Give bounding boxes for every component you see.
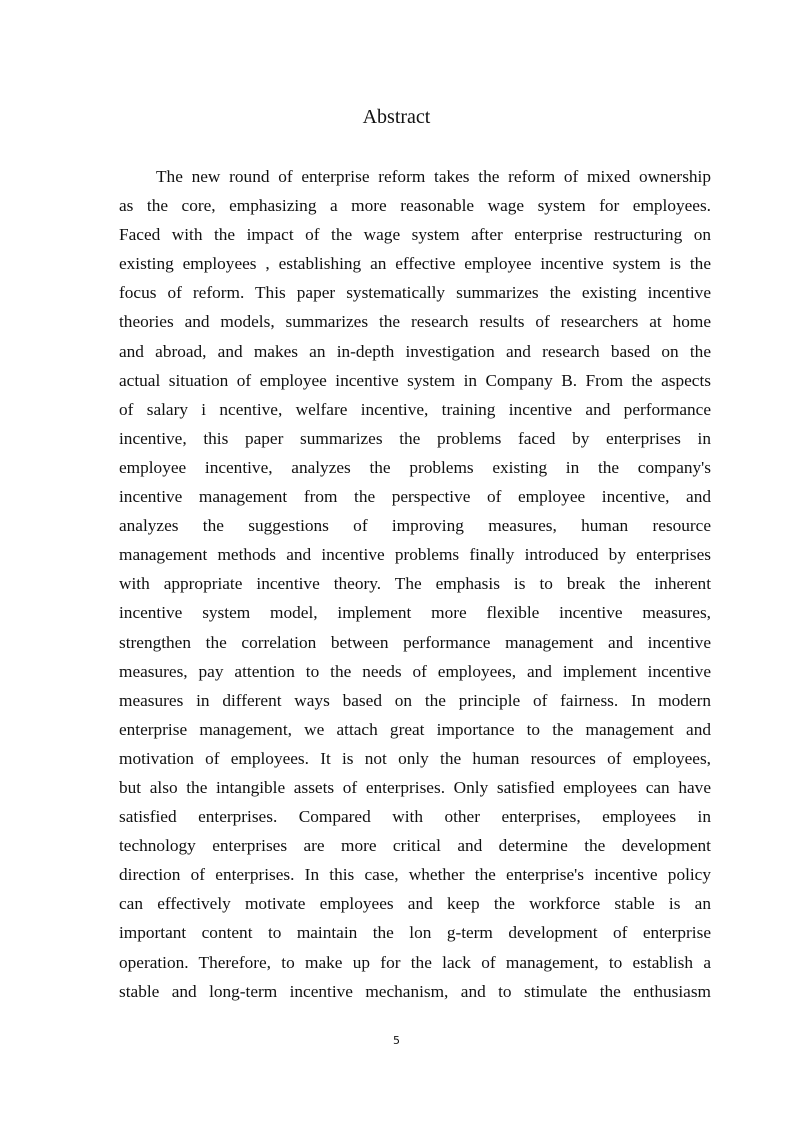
body-line: but also the intangible assets of enterprises. Only satisfied employees can have [119, 777, 711, 797]
body-line: The new round of enterprise reform takes the reform of mixed ownership [156, 167, 711, 186]
body-line: incentive management from the perspective of employee incentive, and [119, 487, 711, 507]
body-line: important content to maintain the lon g-term development of enterprise [119, 923, 711, 943]
body-line: employee incentive, analyzes the problems existing in the company's [119, 457, 711, 477]
body-line: can effectively motivate employees and keep the workforce stable is an [119, 894, 711, 914]
body-line: strengthen the correlation between performance management and incentive [119, 632, 711, 652]
body-line: stable and long-term incentive mechanism, and to stimulate the enthusiasm [119, 981, 711, 1001]
body-line: technology enterprises are more critical and determine the development [119, 836, 711, 856]
body-line: of salary i ncentive, welfare incentive, training incentive and performance [119, 399, 711, 419]
body-line: management methods and incentive problems finally introduced by enterprises [119, 545, 711, 565]
abstract-body [119, 162, 711, 1006]
body-line: with appropriate incentive theory. The emphasis is to break the inherent [119, 574, 711, 594]
body-line: Faced with the impact of the wage system after enterprise restructuring on [119, 225, 711, 245]
body-line: as the core, emphasizing a more reasonable wage system for employees. [119, 196, 711, 216]
body-line: actual situation of employee incentive system in Company B. From the aspects [119, 370, 711, 390]
page-number: 5 [393, 1034, 400, 1047]
body-line: focus of reform. This paper systematically summarizes the existing incentive [119, 283, 711, 303]
body-line: analyzes the suggestions of improving measures, human resource [119, 516, 711, 536]
body-line: and abroad, and makes an in-depth investigation and research based on the [119, 341, 711, 361]
body-line: measures, pay attention to the needs of employees, and implement incentive [119, 661, 711, 681]
body-line: theories and models, summarizes the research results of researchers at home [119, 312, 711, 332]
body-line: motivation of employees. It is not only the human resources of employees, [119, 748, 711, 768]
body-line: measures in different ways based on the principle of fairness. In modern [119, 690, 711, 710]
body-line: enterprise management, we attach great importance to the management and [119, 719, 711, 739]
body-line: incentive, this paper summarizes the problems faced by enterprises in [119, 428, 711, 448]
body-line: satisfied enterprises. Compared with other enterprises, employees in [119, 807, 711, 827]
abstract-title: Abstract [362, 106, 431, 128]
body-line: incentive system model, implement more flexible incentive measures, [119, 603, 711, 623]
body-line: operation. Therefore, to make up for the lack of management, to establish a [119, 952, 711, 972]
body-line: existing employees , establishing an effective employee incentive system is the [119, 254, 711, 274]
body-line: direction of enterprises. In this case, whether the enterprise's incentive policy [119, 865, 711, 885]
